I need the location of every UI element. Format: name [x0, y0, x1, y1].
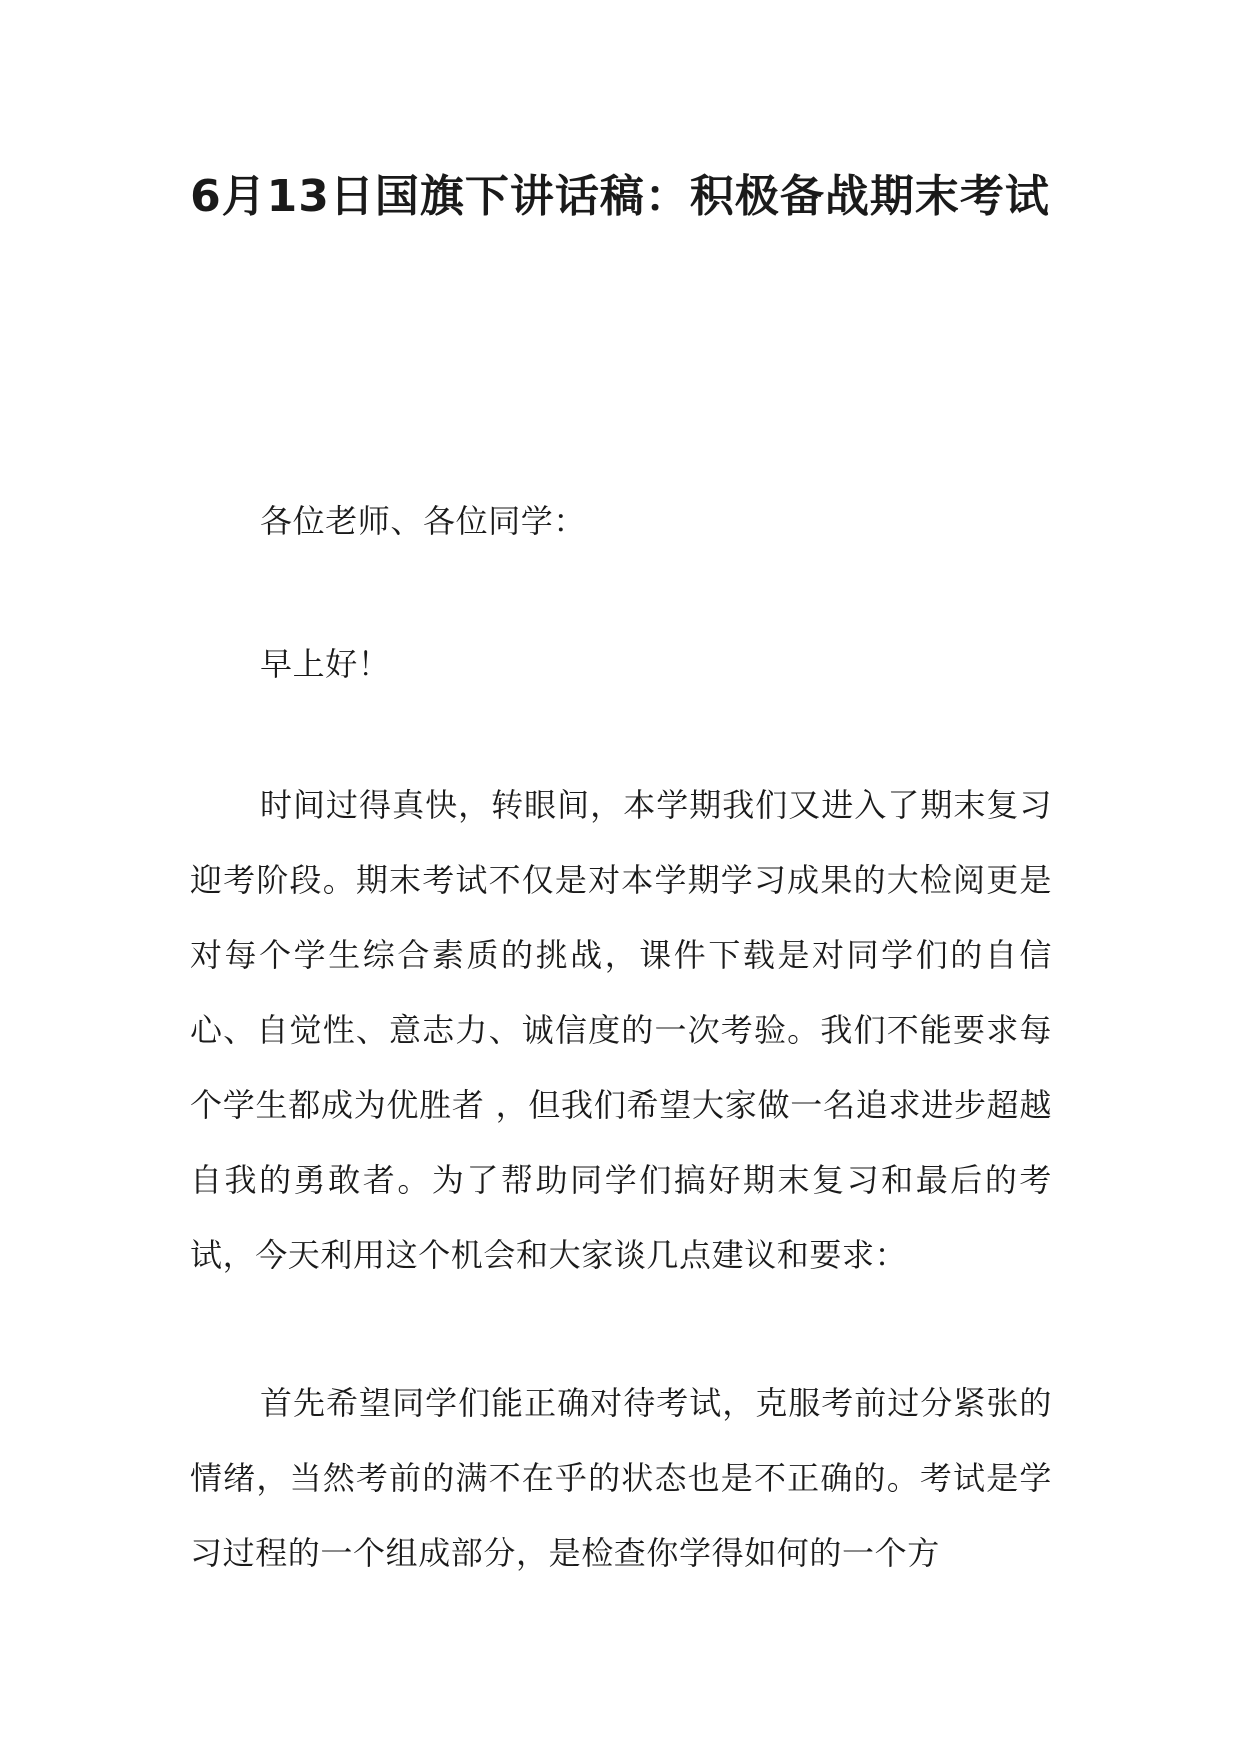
body-paragraph: 首先希望同学们能正确对待考试，克服考前过分紧张的情绪，当然考前的满不在乎的状态也是不正确的。考试是学习过程的一个组成部分，是检查你学得如何的一个方 [190, 1384, 1052, 1572]
salutation: 各位老师、各位同学： [260, 502, 587, 540]
greeting: 早上好！ [260, 645, 391, 683]
body-paragraph: 时间过得真快，转眼间，本学期我们又进入了期末复习迎考阶段。期末考试不仅是对本学期学习成果的大检阅更是对每个学生综合素质的挑战，课件下载是对同学们的自信心、自觉性、意志力、诚信度的一次考验。我们不能要求每个学生都成为优胜者 ，但我们希望大家做一名追求进步超越自我的勇敢者。为了帮助同学们搞好期末复习和最后的考试，今天利用这个机会和大家谈几点建议和要求： [190, 786, 1052, 1274]
document-title: 6月13日国旗下讲话稿：积极备战期末考试 [190, 171, 1050, 222]
